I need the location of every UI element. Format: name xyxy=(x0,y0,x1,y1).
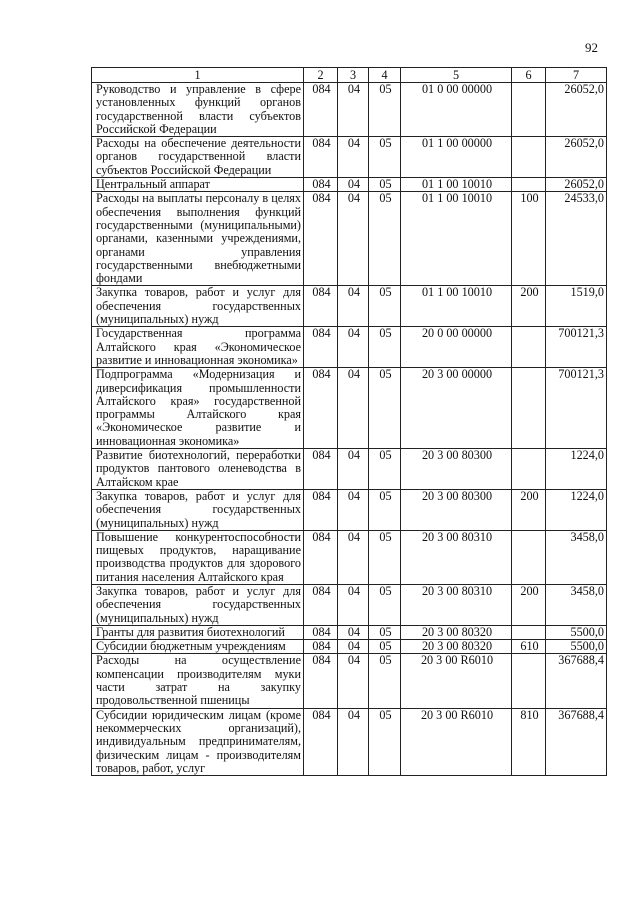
row-name-cell: Государственная программа Алтайского края «Экономическое развитие и инновационная экономика» xyxy=(92,327,304,368)
expense-type-cell xyxy=(512,449,546,490)
expense-type-cell: 810 xyxy=(512,708,546,775)
row-name-cell: Центральный аппарат xyxy=(92,178,304,192)
col-header-5: 5 xyxy=(401,68,512,83)
amount-cell: 26052,0 xyxy=(546,137,607,178)
subsection-code-cell: 05 xyxy=(369,530,401,584)
subsection-code-cell: 05 xyxy=(369,368,401,449)
section-code-cell: 04 xyxy=(338,178,369,192)
subsection-code-cell: 05 xyxy=(369,83,401,137)
subsection-code-cell: 05 xyxy=(369,640,401,654)
subsection-code-cell: 05 xyxy=(369,449,401,490)
row-name-cell: Руководство и управление в сфере установленных функций органов государственной власти субъектов Российской Федерации xyxy=(92,83,304,137)
row-name-cell: Расходы на выплаты персоналу в целях обеспечения выполнения функций государственными (муниципальными) органами, казенными учреждениями, органами управления государственными внебюджетными фондами xyxy=(92,192,304,286)
expense-type-cell: 100 xyxy=(512,192,546,286)
ministry-code-cell: 084 xyxy=(304,530,338,584)
section-code-cell: 04 xyxy=(338,327,369,368)
row-name-cell: Субсидии юридическим лицам (кроме некоммерческих организаций), индивидуальным предпринимателям, физическим лицам - производителям товаров, работ, услуг xyxy=(92,708,304,775)
ministry-code-cell: 084 xyxy=(304,654,338,708)
target-article-cell: 01 1 00 10010 xyxy=(401,178,512,192)
expense-type-cell: 200 xyxy=(512,489,546,530)
expense-type-cell xyxy=(512,178,546,192)
amount-cell: 700121,3 xyxy=(546,327,607,368)
col-header-4: 4 xyxy=(369,68,401,83)
col-header-6: 6 xyxy=(512,68,546,83)
subsection-code-cell: 05 xyxy=(369,654,401,708)
table-row xyxy=(92,530,607,584)
target-article-cell: 20 3 00 80300 xyxy=(401,489,512,530)
ministry-code-cell: 084 xyxy=(304,625,338,639)
amount-cell: 3458,0 xyxy=(546,584,607,625)
section-code-cell: 04 xyxy=(338,654,369,708)
subsection-code-cell: 05 xyxy=(369,489,401,530)
target-article-cell: 01 1 00 10010 xyxy=(401,286,512,327)
subsection-code-cell: 05 xyxy=(369,625,401,639)
target-article-cell: 20 3 00 80310 xyxy=(401,584,512,625)
amount-cell: 24533,0 xyxy=(546,192,607,286)
ministry-code-cell: 084 xyxy=(304,449,338,490)
table-row xyxy=(92,83,607,137)
target-article-cell: 20 0 00 00000 xyxy=(401,327,512,368)
section-code-cell: 04 xyxy=(338,286,369,327)
table-row xyxy=(92,327,607,368)
amount-cell: 3458,0 xyxy=(546,530,607,584)
table-row xyxy=(92,584,607,625)
subsection-code-cell: 05 xyxy=(369,137,401,178)
section-code-cell: 04 xyxy=(338,489,369,530)
table-row xyxy=(92,192,607,286)
amount-cell: 367688,4 xyxy=(546,708,607,775)
row-name-cell: Закупка товаров, работ и услуг для обеспечения государственных (муниципальных) нужд xyxy=(92,489,304,530)
row-name-cell: Повышение конкурентоспособности пищевых продуктов, наращивание производства продуктов для здорового питания населения Алтайского края xyxy=(92,530,304,584)
expense-type-cell xyxy=(512,327,546,368)
ministry-code-cell: 084 xyxy=(304,137,338,178)
ministry-code-cell: 084 xyxy=(304,584,338,625)
row-name-cell: Закупка товаров, работ и услуг для обеспечения государственных (муниципальных) нужд xyxy=(92,286,304,327)
target-article-cell: 20 3 00 80320 xyxy=(401,640,512,654)
table-row xyxy=(92,625,607,639)
ministry-code-cell: 084 xyxy=(304,192,338,286)
page-number: 92 xyxy=(585,40,598,55)
target-article-cell: 20 3 00 80310 xyxy=(401,530,512,584)
section-code-cell: 04 xyxy=(338,708,369,775)
subsection-code-cell: 05 xyxy=(369,192,401,286)
row-name-cell: Закупка товаров, работ и услуг для обеспечения государственных (муниципальных) нужд xyxy=(92,584,304,625)
expense-type-cell: 610 xyxy=(512,640,546,654)
row-name-cell: Субсидии бюджетным учреждениям xyxy=(92,640,304,654)
section-code-cell: 04 xyxy=(338,449,369,490)
table-body xyxy=(92,83,607,776)
subsection-code-cell: 05 xyxy=(369,286,401,327)
col-header-3: 3 xyxy=(338,68,369,83)
amount-cell: 5500,0 xyxy=(546,625,607,639)
table-row xyxy=(92,489,607,530)
amount-cell: 26052,0 xyxy=(546,83,607,137)
expense-type-cell xyxy=(512,137,546,178)
section-code-cell: 04 xyxy=(338,584,369,625)
expense-type-cell: 200 xyxy=(512,286,546,327)
section-code-cell: 04 xyxy=(338,530,369,584)
target-article-cell: 20 3 00 R6010 xyxy=(401,654,512,708)
header-row xyxy=(92,68,607,83)
expense-type-cell xyxy=(512,625,546,639)
expense-type-cell xyxy=(512,530,546,584)
section-code-cell: 04 xyxy=(338,83,369,137)
subsection-code-cell: 05 xyxy=(369,584,401,625)
amount-cell: 5500,0 xyxy=(546,640,607,654)
table-row xyxy=(92,178,607,192)
table-row xyxy=(92,137,607,178)
ministry-code-cell: 084 xyxy=(304,83,338,137)
row-name-cell: Расходы на осуществление компенсации производителям муки части затрат на закупку продовольственной пшеницы xyxy=(92,654,304,708)
section-code-cell: 04 xyxy=(338,137,369,178)
row-name-cell: Гранты для развития биотехнологий xyxy=(92,625,304,639)
section-code-cell: 04 xyxy=(338,640,369,654)
ministry-code-cell: 084 xyxy=(304,640,338,654)
amount-cell: 26052,0 xyxy=(546,178,607,192)
target-article-cell: 20 3 00 80320 xyxy=(401,625,512,639)
amount-cell: 367688,4 xyxy=(546,654,607,708)
subsection-code-cell: 05 xyxy=(369,327,401,368)
ministry-code-cell: 084 xyxy=(304,286,338,327)
expense-type-cell xyxy=(512,654,546,708)
ministry-code-cell: 084 xyxy=(304,489,338,530)
target-article-cell: 20 3 00 80300 xyxy=(401,449,512,490)
col-header-2: 2 xyxy=(304,68,338,83)
ministry-code-cell: 084 xyxy=(304,368,338,449)
expense-type-cell xyxy=(512,368,546,449)
ministry-code-cell: 084 xyxy=(304,327,338,368)
target-article-cell: 20 3 00 R6010 xyxy=(401,708,512,775)
table-row xyxy=(92,708,607,775)
target-article-cell: 01 1 00 10010 xyxy=(401,192,512,286)
row-name-cell: Развитие биотехнологий, переработки продуктов пантового оленеводства в Алтайском крае xyxy=(92,449,304,490)
amount-cell: 700121,3 xyxy=(546,368,607,449)
target-article-cell: 20 3 00 00000 xyxy=(401,368,512,449)
budget-table xyxy=(91,67,607,776)
ministry-code-cell: 084 xyxy=(304,178,338,192)
amount-cell: 1519,0 xyxy=(546,286,607,327)
target-article-cell: 01 0 00 00000 xyxy=(401,83,512,137)
col-header-7: 7 xyxy=(546,68,607,83)
amount-cell: 1224,0 xyxy=(546,449,607,490)
table-row xyxy=(92,286,607,327)
subsection-code-cell: 05 xyxy=(369,708,401,775)
table-row xyxy=(92,449,607,490)
section-code-cell: 04 xyxy=(338,368,369,449)
table-row xyxy=(92,640,607,654)
amount-cell: 1224,0 xyxy=(546,489,607,530)
table-row xyxy=(92,654,607,708)
ministry-code-cell: 084 xyxy=(304,708,338,775)
row-name-cell: Подпрограмма «Модернизация и диверсификация промышленности Алтайского края» государственной программы Алтайского края «Экономическое развитие и инновационная экономика» xyxy=(92,368,304,449)
expense-type-cell xyxy=(512,83,546,137)
subsection-code-cell: 05 xyxy=(369,178,401,192)
expense-type-cell: 200 xyxy=(512,584,546,625)
section-code-cell: 04 xyxy=(338,192,369,286)
row-name-cell: Расходы на обеспечение деятельности органов государственной власти субъектов Российской Федерации xyxy=(92,137,304,178)
col-header-1: 1 xyxy=(92,68,304,83)
target-article-cell: 01 1 00 00000 xyxy=(401,137,512,178)
section-code-cell: 04 xyxy=(338,625,369,639)
table-row xyxy=(92,368,607,449)
